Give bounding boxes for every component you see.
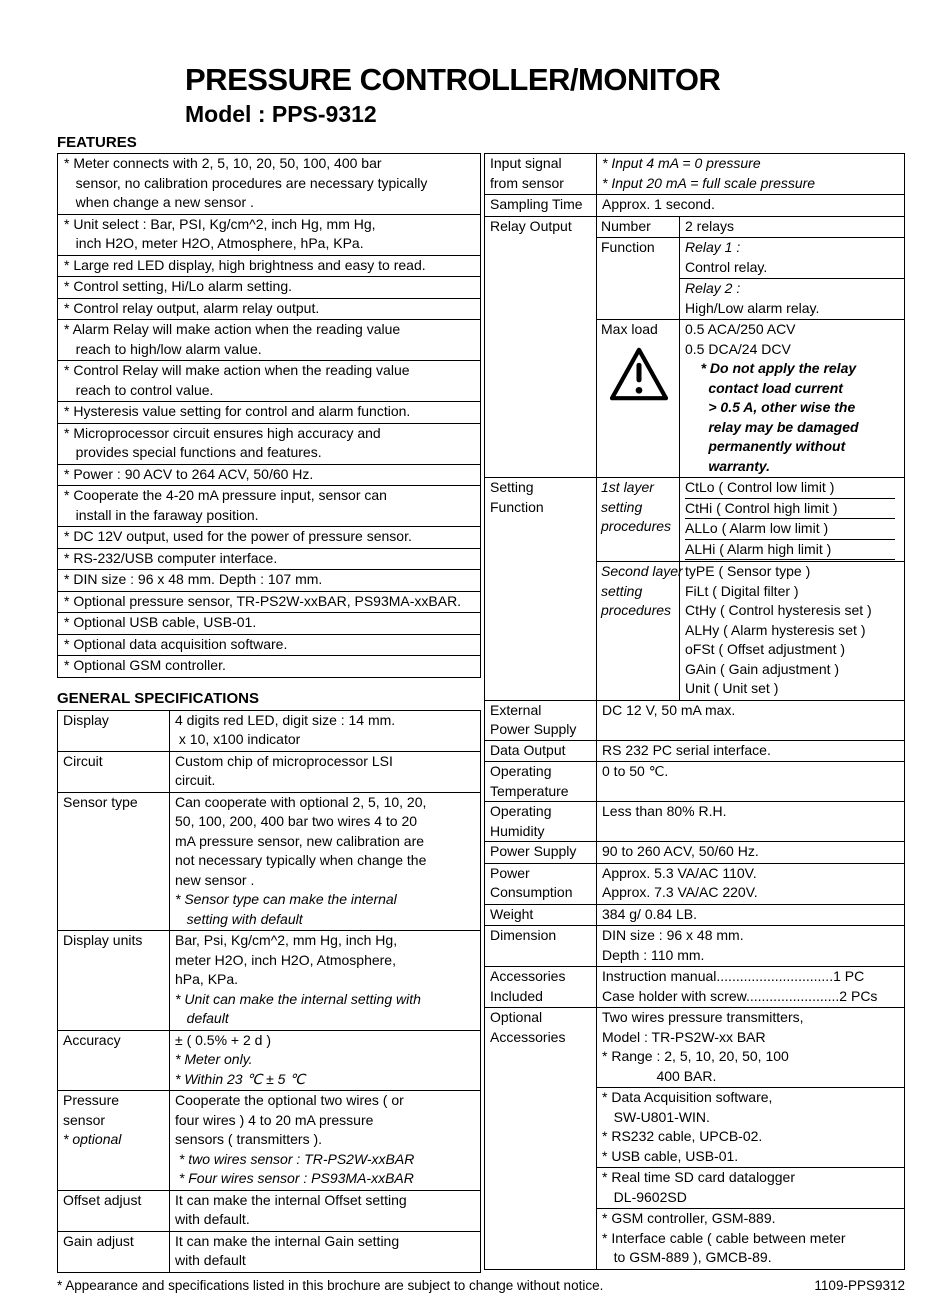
- text-line: * optional: [63, 1131, 122, 1147]
- sub-value: [680, 320, 904, 477]
- text-line: Humidity: [490, 822, 545, 839]
- spec-label: [58, 931, 170, 1030]
- spec-row: [485, 194, 904, 216]
- text-line: x 10, x100 indicator: [175, 731, 301, 747]
- spec-row: [58, 1190, 480, 1231]
- spec-value: [597, 802, 904, 841]
- spec-value: [597, 154, 904, 194]
- sub-label: [597, 320, 680, 477]
- text-line: * RS-232/USB computer interface.: [64, 549, 278, 566]
- text-line: hPa, KPa.: [175, 971, 239, 987]
- text-line: * Input 20 mA = full scale pressure: [602, 174, 816, 191]
- text-line: Display units: [63, 932, 143, 948]
- text-line: Max load: [601, 321, 658, 337]
- text-line: DC 12 V, 50 mA max.: [602, 701, 736, 718]
- text-line: CtLo ( Control low limit ): [685, 478, 895, 499]
- text-line: * Optional GSM controller.: [64, 657, 226, 673]
- text-line: with default.: [175, 1211, 250, 1227]
- left-column: [57, 134, 481, 1273]
- spec-label: [485, 762, 597, 801]
- page-footer: [57, 1277, 905, 1294]
- spec-value: [170, 1232, 480, 1272]
- text-line: 0.5 ACA/250 ACV: [685, 321, 796, 337]
- text-line: Bar, Psi, Kg/cm^2, mm Hg, inch Hg,: [175, 932, 398, 948]
- text-line: * RS232 cable, UPCB-02.: [602, 1128, 763, 1144]
- value-block: [597, 1087, 904, 1167]
- text-line: procedures: [601, 602, 672, 618]
- text-line: * Interface cable ( cable between meter: [602, 1229, 846, 1246]
- spec-row: [58, 930, 480, 1030]
- text-line: * DC 12V output, used for the power of pressure sensor.: [64, 528, 412, 544]
- text-line: Weight: [490, 905, 534, 922]
- value-block: [597, 1167, 904, 1208]
- text-line: Approx. 5.3 VA/AC 110V.: [602, 864, 757, 881]
- text-line: setting with default: [175, 910, 303, 927]
- spec-label: [485, 217, 597, 478]
- text-line: * Control relay output, alarm relay output.: [64, 299, 320, 316]
- text-line: new sensor .: [175, 871, 255, 888]
- text-line: Optional: [490, 1009, 543, 1025]
- text-line: CtHy ( Control hysteresis set ): [685, 602, 872, 618]
- text-line: Function: [490, 498, 544, 515]
- spec-value: [170, 711, 480, 751]
- text-line: tyPE ( Sensor type ): [685, 563, 811, 579]
- text-line: to GSM-889 ), GMCB-89.: [602, 1249, 772, 1265]
- text-line: from sensor: [490, 174, 564, 191]
- text-line: * Control setting, Hi/Lo alarm setting.: [64, 278, 292, 294]
- text-line: Approx. 7.3 VA/AC 220V.: [602, 884, 758, 900]
- spec-label: [58, 752, 170, 792]
- spec-label: [58, 711, 170, 751]
- spec-row: [485, 1007, 904, 1269]
- text-line: Pressure: [63, 1092, 120, 1108]
- sub-label: [597, 238, 680, 319]
- text-line: Sensor type: [63, 793, 138, 810]
- text-line: permanently without: [685, 438, 846, 454]
- text-line: Operating: [490, 803, 552, 819]
- text-line: Power Supply: [490, 843, 577, 859]
- text-line: mA pressure sensor, new calibration are: [175, 832, 425, 849]
- feature-item: [58, 464, 480, 486]
- page-header: [57, 62, 905, 128]
- text-line: 50, 100, 200, 400 bar two wires 4 to 20: [175, 813, 418, 829]
- feature-item: [58, 655, 480, 677]
- text-line: * Microprocessor circuit ensures high accuracy and: [64, 424, 381, 441]
- text-line: Two wires pressure transmitters,: [602, 1009, 804, 1025]
- right-column: [484, 134, 905, 1270]
- features-heading: FEATURES: [57, 134, 137, 151]
- value-block: [680, 278, 904, 319]
- text-line: * Meter connects with 2, 5, 10, 20, 50, 100, 400 bar: [64, 155, 382, 171]
- spec-label: [58, 1232, 170, 1272]
- sub-value: [680, 478, 904, 561]
- text-line: Approx. 1 second.: [602, 196, 715, 212]
- spec-label: [58, 1191, 170, 1231]
- text-line: * Range : 2, 5, 10, 20, 50, 100: [602, 1048, 789, 1064]
- text-line: Input signal: [490, 155, 562, 171]
- spec-value: [597, 864, 904, 904]
- sub-row: [597, 217, 904, 238]
- sub-label: [597, 562, 683, 700]
- feature-item: [58, 154, 480, 214]
- text-line: Sampling Time: [490, 196, 583, 212]
- spec-label: [485, 478, 597, 700]
- text-line: Included: [490, 987, 543, 1004]
- text-line: * Large red LED display, high brightness and easy to read.: [64, 256, 426, 273]
- text-line: Operating: [490, 763, 552, 779]
- text-line: 90 to 260 ACV, 50/60 Hz.: [602, 843, 759, 859]
- text-line: * Control Relay will make action when the reading value: [64, 362, 410, 378]
- feature-item: [58, 423, 480, 464]
- sub-value: [680, 238, 904, 319]
- text-line: meter H2O, inch H2O, Atmosphere,: [175, 951, 396, 968]
- spec-label: [485, 154, 597, 194]
- text-line: * Optional USB cable, USB-01.: [64, 614, 257, 630]
- spec-row: [58, 751, 480, 792]
- general-specs-heading: GENERAL SPECIFICATIONS: [57, 689, 259, 707]
- io-specs-table: [484, 153, 905, 1270]
- spec-value: [597, 842, 904, 863]
- text-line: Consumption: [490, 884, 573, 900]
- text-line: * Four wires sensor : PS93MA-xxBAR: [175, 1170, 414, 1186]
- spec-row: [58, 711, 480, 751]
- model-subtitle: Model : PPS-9312: [185, 101, 377, 127]
- spec-value: [597, 741, 904, 762]
- text-line: Display: [63, 711, 109, 728]
- spec-label: [485, 905, 597, 926]
- text-line: reach to control value.: [64, 381, 214, 398]
- sub-label: [597, 217, 680, 238]
- value-block: [597, 1208, 904, 1269]
- feature-item: [58, 634, 480, 656]
- spec-label: [485, 802, 597, 841]
- spec-label: [485, 741, 597, 762]
- spec-row: [58, 1030, 480, 1091]
- feature-item: [58, 214, 480, 255]
- spec-value: [597, 701, 904, 740]
- spec-value: [170, 752, 480, 792]
- text-line: * DIN size : 96 x 48 mm. Depth : 107 mm.: [64, 571, 323, 587]
- text-line: Model : TR-PS2W-xx BAR: [602, 1028, 766, 1045]
- text-line: Less than 80% R.H.: [602, 803, 727, 819]
- text-line: Relay 1 :: [685, 239, 741, 255]
- text-line: Relay Output: [490, 217, 572, 234]
- text-line: Depth : 110 mm.: [602, 946, 705, 963]
- warning-icon: [601, 347, 677, 407]
- sub-row: [597, 478, 904, 561]
- spec-label: [485, 1008, 597, 1269]
- spec-label: [58, 793, 170, 931]
- sub-row: [597, 237, 904, 319]
- text-line: circuit.: [175, 772, 216, 788]
- feature-item: [58, 569, 480, 591]
- text-line: ALLo ( Alarm low limit ): [685, 519, 895, 540]
- feature-item: [58, 591, 480, 613]
- spec-row: [485, 477, 904, 700]
- text-line: * Do not apply the relay: [685, 360, 857, 376]
- text-line: * Cooperate the 4-20 mA pressure input, sensor can: [64, 487, 387, 503]
- spec-row: [485, 863, 904, 904]
- text-line: 0 to 50 ℃.: [602, 763, 669, 779]
- text-line: 4 digits red LED, digit size : 14 mm.: [175, 711, 396, 728]
- spec-label: [485, 842, 597, 863]
- value-block: [597, 1008, 904, 1087]
- spec-label: [58, 1031, 170, 1091]
- text-line: relay may be damaged: [685, 418, 859, 435]
- text-line: 1st layer: [601, 479, 654, 495]
- text-line: Temperature: [490, 782, 569, 799]
- spec-row: [485, 966, 904, 1007]
- spec-row: [58, 792, 480, 931]
- spec-value: [597, 478, 904, 700]
- text-line: Control relay.: [685, 258, 768, 275]
- text-line: setting: [601, 498, 643, 515]
- text-line: * Optional pressure sensor, TR-PS2W-xxBAR, PS93MA-xxBAR.: [64, 592, 462, 609]
- text-line: sensor, no calibration procedures are necessary typically: [64, 174, 428, 191]
- sub-row: [597, 319, 904, 477]
- text-line: SW-U801-WIN.: [602, 1108, 710, 1125]
- text-line: Custom chip of microprocessor LSI: [175, 752, 393, 769]
- two-column-layout: [57, 134, 905, 1273]
- text-line: procedures: [601, 518, 672, 534]
- spec-value: [597, 926, 904, 966]
- text-line: 384 g/ 0.84 LB.: [602, 905, 697, 922]
- text-line: Function: [601, 239, 655, 255]
- text-line: DIN size : 96 x 48 mm.: [602, 927, 744, 943]
- feature-item: [58, 255, 480, 277]
- text-line: Case holder with screw........................2 PCs: [602, 987, 878, 1004]
- spec-label: [58, 1091, 170, 1190]
- text-line: RS 232 PC serial interface.: [602, 741, 771, 758]
- text-line: when change a new sensor .: [64, 194, 254, 210]
- text-line: Accuracy: [63, 1031, 121, 1048]
- text-line: It can make the internal Offset setting: [175, 1191, 407, 1208]
- text-line: * GSM controller, GSM-889.: [602, 1210, 776, 1226]
- text-line: DL-9602SD: [602, 1188, 687, 1205]
- feature-item: [58, 298, 480, 320]
- text-line: It can make the internal Gain setting: [175, 1232, 400, 1249]
- spec-label: [485, 926, 597, 966]
- feature-item: [58, 360, 480, 401]
- spec-value: [170, 931, 480, 1030]
- spec-row: [58, 1090, 480, 1190]
- spec-value: [597, 905, 904, 926]
- text-line: not necessary typically when change the: [175, 852, 427, 868]
- spec-value: [170, 1091, 480, 1190]
- spec-value: [597, 1008, 904, 1269]
- text-line: setting: [601, 582, 643, 599]
- text-line: Setting: [490, 479, 534, 495]
- text-line: provides special functions and features.: [64, 444, 322, 460]
- spec-value: [597, 967, 904, 1007]
- spec-value: [170, 793, 480, 931]
- text-line: Gain adjust: [63, 1232, 134, 1249]
- text-line: * Real time SD card datalogger: [602, 1169, 795, 1185]
- text-line: Number: [601, 217, 651, 234]
- text-line: Power: [490, 864, 530, 881]
- text-line: Instruction manual..............................1 PC: [602, 968, 865, 984]
- spec-label: [485, 195, 597, 216]
- text-line: * Within 23 ℃ ± 5 ℃: [175, 1070, 306, 1087]
- text-line: * Meter only.: [175, 1051, 253, 1067]
- sub-row: [597, 561, 904, 700]
- text-line: Cooperate the optional two wires ( or: [175, 1092, 404, 1108]
- spec-row: [485, 761, 904, 801]
- text-line: * USB cable, USB-01.: [602, 1147, 739, 1164]
- spec-value: [597, 762, 904, 801]
- text-line: 400 BAR.: [602, 1067, 717, 1084]
- spec-label: [485, 967, 597, 1007]
- feature-item: [58, 548, 480, 570]
- text-line: warranty.: [685, 457, 771, 474]
- text-line: * Power : 90 ACV to 264 ACV, 50/60 Hz.: [64, 465, 314, 482]
- text-line: FiLt ( Digital filter ): [685, 582, 799, 599]
- text-line: Accessories: [490, 1028, 566, 1045]
- text-line: sensors ( transmitters ).: [175, 1131, 323, 1147]
- features-table: [57, 153, 481, 678]
- text-line: * Data Acquisition software,: [602, 1089, 773, 1105]
- spec-value: [170, 1031, 480, 1091]
- text-line: sensor: [63, 1111, 106, 1128]
- text-line: * two wires sensor : TR-PS2W-xxBAR: [175, 1150, 415, 1167]
- text-line: Power Supply: [490, 721, 577, 737]
- text-line: CtHi ( Control high limit ): [685, 499, 895, 520]
- feature-item: [58, 319, 480, 360]
- text-line: * Alarm Relay will make action when the reading value: [64, 321, 401, 337]
- spec-row: [485, 925, 904, 966]
- text-line: Data Output: [490, 741, 566, 758]
- spec-row: [485, 216, 904, 478]
- spec-value: [170, 1191, 480, 1231]
- text-line: * Sensor type can make the internal: [175, 891, 397, 907]
- sub-value: [680, 217, 904, 238]
- spec-label: [485, 864, 597, 904]
- feature-item: [58, 401, 480, 423]
- footer-note: * Appearance and specifications listed in this brochure are subject to change without notice.: [57, 1277, 604, 1293]
- value-block: [680, 238, 904, 278]
- sub-label: [597, 478, 680, 561]
- text-line: Can cooperate with optional 2, 5, 10, 20,: [175, 793, 427, 810]
- spec-value: [597, 217, 904, 478]
- spec-row: [485, 801, 904, 841]
- text-line: ALHy ( Alarm hysteresis set ): [685, 621, 866, 638]
- text-line: 2 relays: [685, 217, 735, 234]
- text-line: contact load current: [685, 379, 843, 396]
- text-line: > 0.5 A, other wise the: [685, 399, 856, 415]
- text-line: Unit ( Unit set ): [685, 680, 779, 696]
- spec-row: [58, 1231, 480, 1272]
- text-line: * Unit select : Bar, PSI, Kg/cm^2, inch Hg, mm Hg,: [64, 215, 376, 232]
- text-line: four wires ) 4 to 20 mA pressure: [175, 1111, 374, 1128]
- doc-code: 1109-PPS9312: [814, 1277, 905, 1293]
- text-line: oFSt ( Offset adjustment ): [685, 641, 846, 657]
- spec-row: [485, 740, 904, 762]
- feature-item: [58, 526, 480, 548]
- text-line: Accessories: [490, 968, 566, 984]
- text-line: * Optional data acquisition software.: [64, 635, 288, 652]
- feature-item: [58, 485, 480, 526]
- text-line: GAin ( Gain adjustment ): [685, 660, 840, 677]
- text-line: * Hysteresis value setting for control and alarm function.: [64, 403, 411, 419]
- spec-label: [485, 701, 597, 740]
- text-line: External: [490, 701, 542, 718]
- spec-row: [485, 904, 904, 926]
- text-line: default: [175, 1010, 229, 1026]
- text-line: 0.5 DCA/24 DCV: [685, 340, 791, 357]
- sub-value: [680, 562, 904, 700]
- text-line: install in the faraway position.: [64, 506, 259, 523]
- feature-item: [58, 276, 480, 298]
- text-line: * Unit can make the internal setting with: [175, 990, 421, 1007]
- spec-value: [597, 195, 904, 216]
- general-specs-table: [57, 710, 481, 1273]
- text-line: Circuit: [63, 752, 103, 769]
- text-line: Second layer: [601, 563, 683, 579]
- feature-item: [58, 612, 480, 634]
- text-line: ± ( 0.5% + 2 d ): [175, 1031, 272, 1048]
- text-line: inch H2O, meter H2O, Atmosphere, hPa, KPa.: [64, 235, 364, 251]
- spec-row: [485, 154, 904, 194]
- text-line: Dimension: [490, 927, 557, 943]
- page-title: PRESSURE CONTROLLER/MONITOR: [185, 62, 721, 97]
- text-line: ALHi ( Alarm high limit ): [685, 540, 895, 561]
- text-line: reach to high/low alarm value.: [64, 340, 262, 357]
- text-line: * Input 4 mA = 0 pressure: [602, 155, 761, 171]
- text-line: Offset adjust: [63, 1191, 142, 1208]
- text-line: Relay 2 :: [685, 280, 741, 296]
- spec-row: [485, 841, 904, 863]
- spec-row: [485, 700, 904, 740]
- text-line: High/Low alarm relay.: [685, 299, 820, 316]
- text-line: with default: [175, 1252, 246, 1268]
